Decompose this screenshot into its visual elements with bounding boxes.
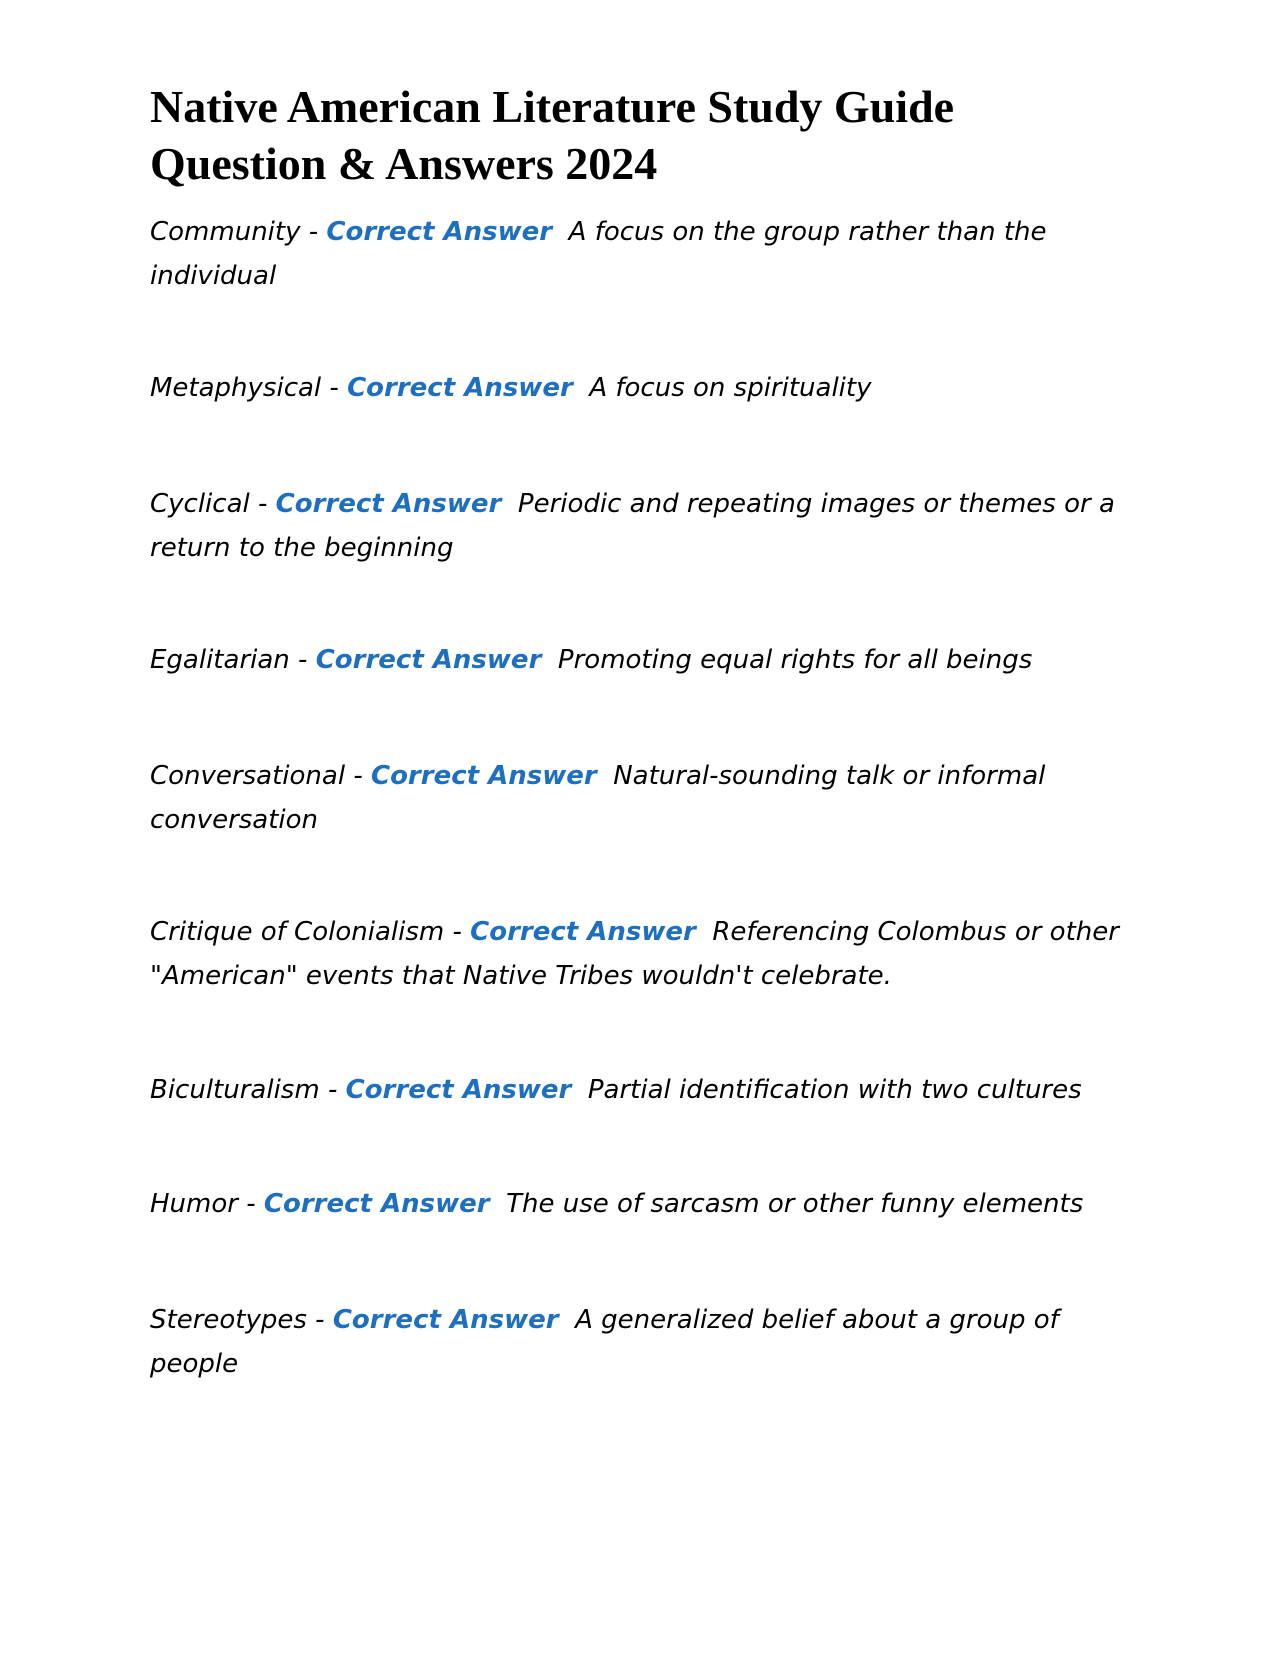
entry-term: Humor xyxy=(150,1189,238,1219)
entry-definition: Natural-sounding talk or informal conversation xyxy=(150,761,1046,835)
entry-separator: - xyxy=(321,373,348,403)
document-page xyxy=(150,78,1130,1379)
entry-metaphysical xyxy=(150,366,1130,410)
title-line-1: Native American Literature Study Guide xyxy=(150,81,955,132)
entry-definition: Promoting equal rights for all beings xyxy=(557,645,1033,675)
entry-definition: A generalized belief about a group of people xyxy=(150,1305,1059,1379)
entry-separator: - xyxy=(300,217,327,247)
correct-answer-label: Correct Answer xyxy=(370,761,597,791)
entry-humor xyxy=(150,1182,1130,1226)
entry-term: Egalitarian xyxy=(150,645,290,675)
entry-definition: Partial identification with two cultures xyxy=(587,1075,1082,1105)
entry-definition: Referencing Colombus or other "American" events that Native Tribes wouldn't celebrate. xyxy=(150,917,1119,991)
entry-stereotypes xyxy=(150,1298,1130,1386)
entry-separator: - xyxy=(306,1305,333,1335)
entry-term: Cyclical xyxy=(150,489,250,519)
entry-definition: The use of sarcasm or other funny elements xyxy=(506,1189,1084,1219)
entry-separator: - xyxy=(444,917,471,947)
entry-separator: - xyxy=(319,1075,346,1105)
entry-definition: A focus on the group rather than the individual xyxy=(150,217,1047,291)
entry-conversational xyxy=(150,754,1130,842)
entry-term: Biculturalism xyxy=(150,1075,320,1105)
correct-answer-label: Correct Answer xyxy=(275,489,502,519)
entry-term: Critique of Colonialism xyxy=(150,917,445,947)
entry-term: Metaphysical xyxy=(150,373,322,403)
entry-egalitarian xyxy=(150,638,1130,682)
correct-answer-label: Correct Answer xyxy=(332,1305,559,1335)
entry-definition: A focus on spirituality xyxy=(589,373,872,403)
title-line-2: Question & Answers 2024 xyxy=(150,138,658,189)
correct-answer-label: Correct Answer xyxy=(470,917,696,947)
entry-separator: - xyxy=(289,645,316,675)
correct-answer-label: Correct Answer xyxy=(263,1189,490,1219)
correct-answer-label: Correct Answer xyxy=(345,1075,572,1105)
document-title xyxy=(150,78,1130,192)
correct-answer-label: Correct Answer xyxy=(347,373,573,403)
entry-separator: - xyxy=(237,1189,264,1219)
entry-definition: Periodic and repeating images or themes or a return to the beginning xyxy=(150,489,1115,563)
entry-separator: - xyxy=(345,761,371,791)
entry-separator: - xyxy=(249,489,276,519)
entry-community xyxy=(150,210,1130,298)
correct-answer-label: Correct Answer xyxy=(326,217,553,247)
entry-cyclical xyxy=(150,482,1130,570)
entry-term: Community xyxy=(150,217,301,247)
entry-biculturalism xyxy=(150,1068,1130,1112)
entry-term: Stereotypes xyxy=(150,1305,307,1335)
entry-term: Conversational xyxy=(150,761,346,791)
correct-answer-label: Correct Answer xyxy=(315,645,542,675)
entry-critique-of-colonialism xyxy=(150,910,1130,998)
